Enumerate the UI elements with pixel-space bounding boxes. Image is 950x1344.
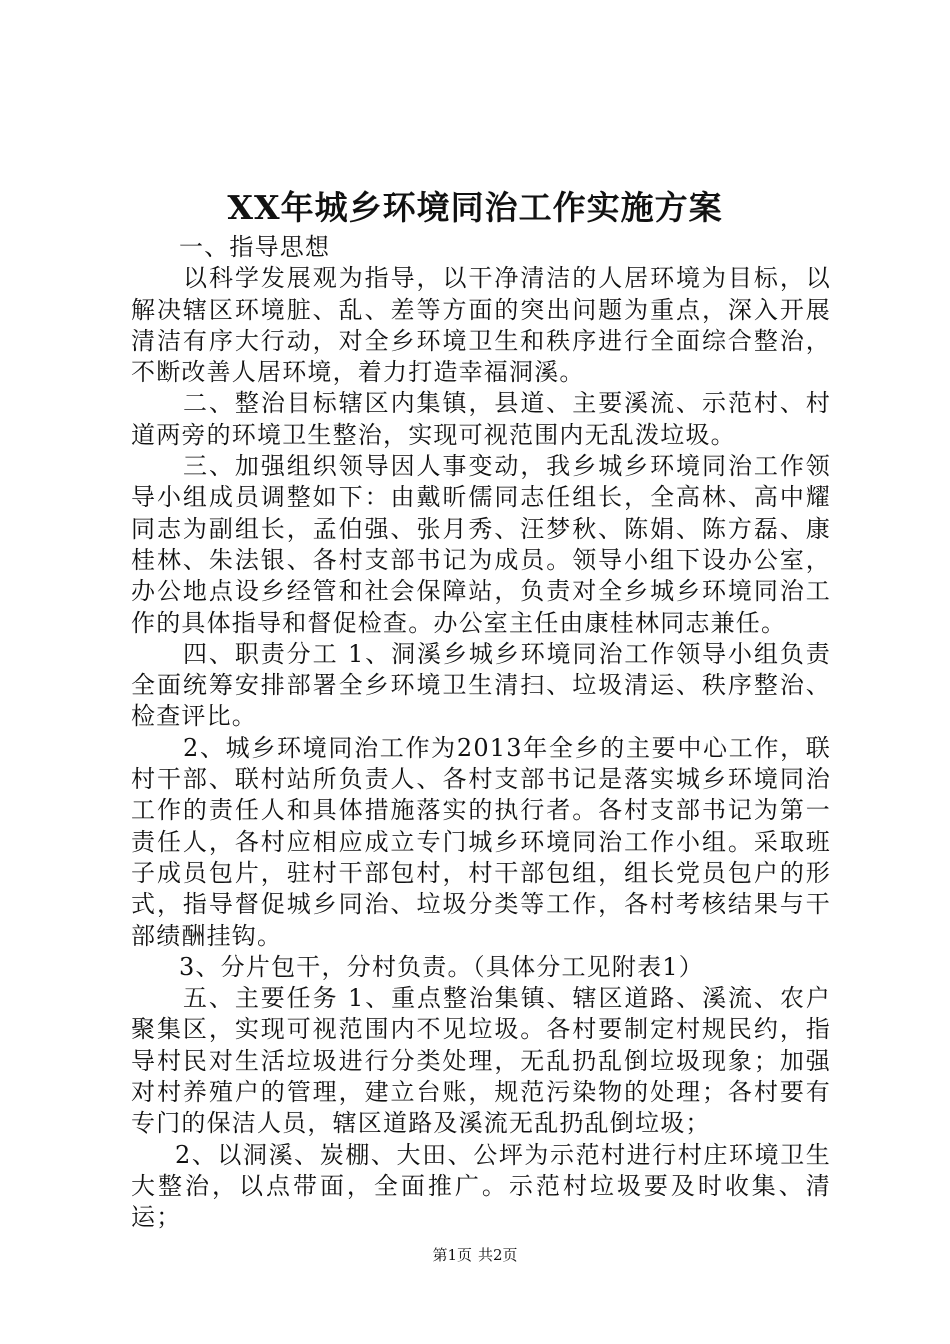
- paragraph-organization-leadership: 三、加强组织领导因人事变动，我乡城乡环境同治工作领导小组成员调整如下：由戴昕儒同志任组长，全高林、高中耀同志为副组长，孟伯强、张月秀、汪梦秋、陈娟、陈方磊、康桂林、朱法银、各村支部书记为成员。领导小组下设办公室，办公地点设乡经管和社会保障站，负责对全乡城乡环境同治工作的具体指导和督促检查。办公室主任由康桂林同志兼任。: [131, 452, 831, 637]
- paragraph-rectification-target: 二、整治目标辖区内集镇，县道、主要溪流、示范村、村道两旁的环境卫生整治，实现可视范围内无乱泼垃圾。: [131, 389, 831, 449]
- paragraph-main-tasks: 五、主要任务 1、重点整治集镇、辖区道路、溪流、农户聚集区，实现可视范围内不见垃圾。各村要制定村规民约，指导村民对生活垃圾进行分类处理，无乱扔乱倒垃圾现象；加强对村养殖户的管理，建立台账，规范污染物的处理；各村要有专门的保洁人员，辖区道路及溪流无乱扔乱倒垃圾；: [131, 984, 831, 1138]
- page-number-total: 共2页: [478, 1246, 518, 1264]
- page-footer: [0, 1245, 950, 1265]
- document-body: [131, 232, 831, 1234]
- document-title: XX年城乡环境同治工作实施方案: [227, 188, 723, 227]
- paragraph-duty-item-2: 2、城乡环境同治工作为2013年全乡的主要中心工作，联村干部、联村站所负责人、各村支部书记是落实城乡环境同治工作的责任人和具体措施落实的执行者。各村支部书记为第一责任人，各村应相应成立专门城乡环境同治工作小组。采取班子成员包片，驻村干部包村，村干部包组，组长党员包户的形式，指导督促城乡同治、垃圾分类等工作，各村考核结果与干部绩酬挂钩。: [131, 733, 831, 950]
- paragraph-duty-item-3: 3、分片包干，分村负责。（具体分工见附表1）: [179, 952, 704, 981]
- paragraph-task-item-2: 2、以洞溪、炭棚、大田、公坪为示范村进行村庄环境卫生大整治，以点带面，全面推广。示范村垃圾要及时收集、清运；: [131, 1140, 831, 1232]
- paragraph-division-of-duties: 四、职责分工 1、洞溪乡城乡环境同治工作领导小组负责全面统筹安排部署全乡环境卫生清扫、垃圾清运、秩序整治、检查评比。: [131, 639, 831, 731]
- paragraph-guiding-ideology-heading: 一、指导思想: [179, 233, 331, 261]
- page-number-current: 第1页: [432, 1246, 472, 1264]
- paragraph-guiding-ideology: 以科学发展观为指导，以干净清洁的人居环境为目标，以解决辖区环境脏、乱、差等方面的突出问题为重点，深入开展清洁有序大行动，对全乡环境卫生和秩序进行全面综合整治，不断改善人居环境，着力打造幸福洞溪。: [131, 264, 831, 387]
